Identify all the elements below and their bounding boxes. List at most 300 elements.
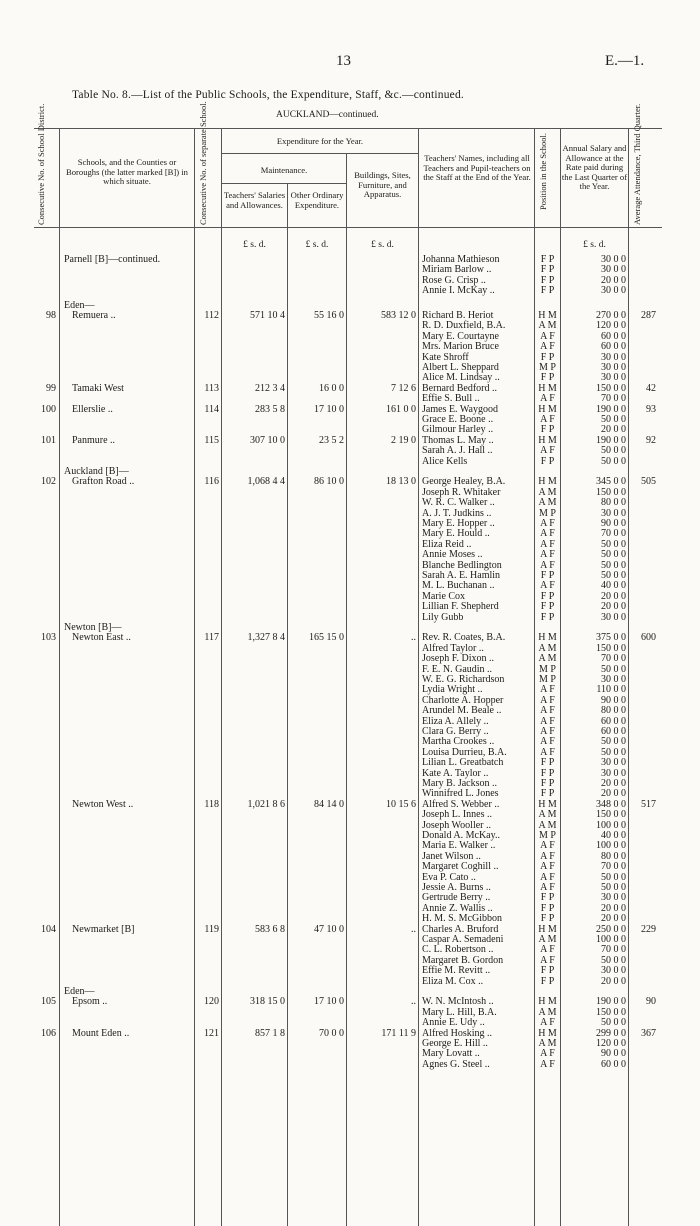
cell-oth: 165 15 0 <box>309 632 344 644</box>
cell-pos: M P <box>539 830 556 841</box>
cell-oth: 17 10 0 <box>314 996 344 1008</box>
cell-ann: 30 0 0 <box>601 351 626 363</box>
col-rule <box>287 183 288 1226</box>
table-title: Table No. 8.—List of the Public Schools, the Expenditure, Staff, &c.—continued. <box>72 89 464 101</box>
cell-ann: 100 0 0 <box>596 840 626 852</box>
cell-name: Sarah A. E. Hamlin <box>422 570 501 581</box>
cell-ann: 30 0 0 <box>601 362 626 373</box>
cell-name: Rev. R. Coates, B.A. <box>422 632 506 644</box>
cell-name: Annie Moses .. <box>422 549 483 561</box>
cell-ann: 30 0 0 <box>601 254 626 265</box>
cell-ann: 50 0 0 <box>601 954 626 966</box>
cell-bld: 7 12 6 <box>391 382 416 394</box>
cell-pos: A F <box>540 445 555 457</box>
cell-pos: H M <box>538 1027 557 1039</box>
cell-sal: 307 10 0 <box>250 434 285 446</box>
cell-name: Lily Gubb <box>422 611 464 623</box>
header-schools: Schools, and the Counties or Boroughs (the latter marked [B]) in which situate. <box>66 157 188 187</box>
header-school-no: Consecutive No. of separate School. <box>198 101 208 225</box>
unit-other: £ s. d. <box>305 240 329 250</box>
cell-ann: 60 0 0 <box>601 341 626 353</box>
cell-ann: 70 0 0 <box>601 944 626 956</box>
cell-school: Epsom .. <box>72 996 108 1008</box>
cell-pos: M P <box>539 507 556 519</box>
cell-ann: 70 0 0 <box>601 528 626 540</box>
cell-school: Eden— <box>64 986 95 997</box>
cell-name: Charles A. Bruford <box>422 923 499 935</box>
cell-name: H. M. S. McGibbon <box>422 913 503 925</box>
cell-name: Alfred Taylor .. <box>422 642 484 654</box>
cell-ann: 30 0 0 <box>601 611 626 623</box>
cell-pos: F P <box>540 372 555 384</box>
cell-pos: F P <box>540 455 555 467</box>
cell-ann: 299 0 0 <box>596 1027 626 1039</box>
cell-district: 99 <box>46 382 56 394</box>
cell-name: Arundel M. Beale .. <box>422 705 502 717</box>
cell-sal: 1,327 8 4 <box>247 632 285 644</box>
expenditure-rule <box>221 153 418 154</box>
cell-pos: H M <box>538 403 557 415</box>
col-rule <box>418 128 419 1226</box>
cell-name: Joseph L. Innes .. <box>422 809 492 821</box>
cell-oth: 23 5 2 <box>319 434 344 446</box>
cell-bld: .. <box>411 632 416 644</box>
cell-name: R. D. Duxfield, B.A. <box>422 320 506 332</box>
cell-name: Miriam Barlow .. <box>422 264 492 276</box>
cell-ann: 150 0 0 <box>596 486 626 498</box>
cell-ann: 50 0 0 <box>601 559 626 571</box>
cell-name: Eva P. Cato .. <box>422 871 476 883</box>
cell-name: Donald A. McKay.. <box>422 830 500 841</box>
cell-pos: A F <box>540 559 555 571</box>
cell-pos: H M <box>538 382 557 394</box>
cell-pos: M P <box>539 362 556 373</box>
cell-pos: A M <box>538 486 557 498</box>
cell-sno: 113 <box>204 382 219 394</box>
cell-ann: 345 0 0 <box>596 476 626 488</box>
cell-school: Newton East .. <box>72 632 131 644</box>
cell-name: Sarah A. J. Hall .. <box>422 445 493 457</box>
cell-name: Eliza Reid .. <box>422 538 472 550</box>
cell-school: Grafton Road .. <box>72 476 135 488</box>
cell-pos: A F <box>540 840 555 852</box>
cell-sal: 857 1 8 <box>255 1027 285 1039</box>
cell-pos: F P <box>540 424 555 436</box>
cell-oth: 84 14 0 <box>314 798 344 810</box>
cell-school: Mount Eden .. <box>72 1027 130 1039</box>
cell-name: W. E. G. Richardson <box>422 674 505 685</box>
cell-ann: 50 0 0 <box>601 445 626 457</box>
cell-name: Alfred S. Webber .. <box>422 798 500 810</box>
cell-school: Tamaki West <box>72 382 124 394</box>
cell-school: Parnell [B]—continued. <box>64 254 161 265</box>
cell-ann: 80 0 0 <box>601 705 626 717</box>
cell-oth: 86 10 0 <box>314 476 344 488</box>
cell-pos: A F <box>540 1017 555 1029</box>
cell-name: Jessie A. Burns .. <box>422 882 491 893</box>
cell-pos: H M <box>538 798 557 810</box>
cell-district: 100 <box>41 403 56 415</box>
cell-name: Caspar A. Semadeni <box>422 934 504 945</box>
cell-pos: F P <box>540 254 555 265</box>
cell-pos: A F <box>540 1048 555 1060</box>
cell-name: Richard B. Heriot <box>422 310 494 321</box>
cell-name: F. E. N. Gaudin .. <box>422 663 493 675</box>
cell-ann: 60 0 0 <box>601 715 626 727</box>
cell-district: 101 <box>41 434 56 446</box>
cell-pos: A F <box>540 518 555 529</box>
cell-name: Mary E. Hopper .. <box>422 518 495 529</box>
cell-pos: H M <box>538 996 557 1008</box>
cell-sno: 114 <box>204 403 219 415</box>
cell-pos: A F <box>540 850 555 862</box>
cell-name: W. N. McIntosh .. <box>422 996 494 1008</box>
cell-ann: 50 0 0 <box>601 549 626 561</box>
cell-pos: F P <box>540 902 555 914</box>
header-maintenance: Maintenance. <box>260 165 308 175</box>
cell-ann: 20 0 0 <box>601 788 626 800</box>
cell-name: Mrs. Marion Bruce <box>422 341 499 353</box>
cell-name: Blanche Bedlington <box>422 559 502 571</box>
cell-name: Alice Kells <box>422 455 468 467</box>
cell-district: 106 <box>41 1027 56 1039</box>
cell-pos: F P <box>540 965 555 977</box>
cell-pos: F P <box>540 778 555 789</box>
cell-name: Mary Lovatt .. <box>422 1048 480 1060</box>
cell-district: 98 <box>46 310 56 321</box>
cell-name: A. J. T. Judkins .. <box>422 507 492 519</box>
cell-name: Joseph R. Whitaker <box>422 486 501 498</box>
cell-name: Charlotte A. Hopper <box>422 694 504 706</box>
cell-ann: 30 0 0 <box>601 757 626 769</box>
cell-name: Effie M. Revitt .. <box>422 965 491 977</box>
cell-school: Newton [B]— <box>64 622 122 633</box>
cell-pos: F P <box>540 351 555 363</box>
cell-sno: 112 <box>204 310 219 321</box>
page-number: 13 <box>336 53 351 69</box>
cell-sno: 115 <box>204 434 219 446</box>
cell-district: 105 <box>41 996 56 1008</box>
cell-pos: A F <box>540 736 555 748</box>
cell-ann: 30 0 0 <box>601 507 626 519</box>
cell-ann: 70 0 0 <box>601 861 626 873</box>
cell-school: Newton West .. <box>72 798 134 810</box>
cell-sal: 1,068 4 4 <box>247 476 285 488</box>
cell-district: 102 <box>41 476 56 488</box>
cell-name: Louisa Durrieu, B.A. <box>422 746 507 758</box>
cell-ann: 50 0 0 <box>601 871 626 883</box>
cell-name: Alice M. Lindsay .. <box>422 372 500 384</box>
cell-ann: 20 0 0 <box>601 975 626 987</box>
cell-att: 517 <box>641 798 656 810</box>
cell-name: Kate Shroff <box>422 351 469 363</box>
cell-pos: F P <box>540 611 555 623</box>
cell-name: Lillian F. Shepherd <box>422 601 499 613</box>
cell-name: James E. Waygood <box>422 403 498 415</box>
cell-name: Alfred Hosking .. <box>422 1027 492 1039</box>
cell-att: 93 <box>646 403 656 415</box>
cell-att: 42 <box>646 382 656 394</box>
cell-ann: 190 0 0 <box>596 403 626 415</box>
cell-ann: 30 0 0 <box>601 264 626 276</box>
cell-bld: 18 13 0 <box>386 476 416 488</box>
cell-att: 92 <box>646 434 656 446</box>
cell-ann: 90 0 0 <box>601 518 626 529</box>
cell-name: Maria E. Walker .. <box>422 840 496 852</box>
cell-pos: F P <box>540 570 555 581</box>
cell-pos: A M <box>538 809 557 821</box>
header-attendance: Average Attendance, Third Quarter. <box>632 103 642 225</box>
cell-ann: 40 0 0 <box>601 580 626 592</box>
col-rule <box>221 128 222 1226</box>
cell-school: Eden— <box>64 299 95 311</box>
maintenance-rule <box>221 183 346 184</box>
cell-bld: 161 0 0 <box>386 403 416 415</box>
cell-ann: 70 0 0 <box>601 653 626 665</box>
cell-pos: H M <box>538 434 557 446</box>
cell-ann: 90 0 0 <box>601 1048 626 1060</box>
cell-ann: 70 0 0 <box>601 393 626 405</box>
cell-name: Joseph F. Dixon .. <box>422 653 494 665</box>
cell-pos: F P <box>540 788 555 800</box>
cell-sal: 1,021 8 6 <box>247 798 285 810</box>
cell-name: Agnes G. Steel .. <box>422 1058 490 1070</box>
cell-sno: 119 <box>204 923 219 935</box>
cell-name: Mary E. Hould .. <box>422 528 490 540</box>
cell-pos: A F <box>540 538 555 550</box>
cell-ann: 50 0 0 <box>601 414 626 425</box>
header-expenditure: Expenditure for the Year. <box>276 136 364 146</box>
cell-name: Gertrude Berry .. <box>422 892 491 904</box>
cell-ann: 20 0 0 <box>601 590 626 602</box>
cell-ann: 348 0 0 <box>596 798 626 810</box>
cell-pos: A F <box>540 528 555 540</box>
cell-pos: A F <box>540 944 555 956</box>
cell-ann: 90 0 0 <box>601 694 626 706</box>
cell-district: 103 <box>41 632 56 644</box>
cell-ann: 110 0 0 <box>596 684 626 696</box>
cell-ann: 190 0 0 <box>596 996 626 1008</box>
cell-ann: 190 0 0 <box>596 434 626 446</box>
cell-oth: 47 10 0 <box>314 923 344 935</box>
cell-ann: 150 0 0 <box>596 382 626 394</box>
cell-ann: 250 0 0 <box>596 923 626 935</box>
cell-pos: H M <box>538 923 557 935</box>
cell-ann: 20 0 0 <box>601 913 626 925</box>
cell-pos: M P <box>539 674 556 685</box>
cell-bld: 583 12 0 <box>381 310 416 321</box>
cell-pos: A F <box>540 393 555 405</box>
cell-ann: 40 0 0 <box>601 830 626 841</box>
cell-pos: A F <box>540 694 555 706</box>
cell-name: Thomas L. May .. <box>422 434 494 446</box>
document-reference: E.—1. <box>605 53 645 69</box>
cell-name: C. L. Robertson .. <box>422 944 494 956</box>
cell-ann: 30 0 0 <box>601 674 626 685</box>
header-bottom-rule <box>34 227 662 228</box>
cell-school: Ellerslie .. <box>72 403 113 415</box>
cell-pos: A F <box>540 549 555 561</box>
cell-name: George E. Hill .. <box>422 1038 488 1049</box>
cell-ann: 150 0 0 <box>596 642 626 654</box>
cell-ann: 50 0 0 <box>601 455 626 467</box>
cell-pos: M P <box>539 663 556 675</box>
cell-att: 90 <box>646 996 656 1008</box>
cell-pos: A F <box>540 705 555 717</box>
cell-oth: 70 0 0 <box>319 1027 344 1039</box>
cell-ann: 50 0 0 <box>601 663 626 675</box>
cell-pos: F P <box>540 892 555 904</box>
col-rule <box>59 128 60 1226</box>
cell-name: Albert L. Sheppard <box>422 362 499 373</box>
header-top-rule <box>34 128 662 129</box>
cell-pos: A M <box>538 497 557 509</box>
cell-ann: 50 0 0 <box>601 570 626 581</box>
cell-pos: A F <box>540 330 555 342</box>
cell-ann: 50 0 0 <box>601 736 626 748</box>
cell-sno: 121 <box>204 1027 219 1039</box>
cell-school: Auckland [B]— <box>64 466 129 477</box>
cell-ann: 80 0 0 <box>601 497 626 509</box>
cell-pos: A F <box>540 861 555 873</box>
cell-att: 505 <box>641 476 656 488</box>
cell-sal: 583 6 8 <box>255 923 285 935</box>
cell-name: W. R. C. Walker .. <box>422 497 495 509</box>
cell-name: Kate A. Taylor .. <box>422 767 489 779</box>
cell-name: Mary B. Jackson .. <box>422 778 497 789</box>
cell-pos: H M <box>538 632 557 644</box>
cell-name: Gilmour Harley .. <box>422 424 494 436</box>
cell-ann: 270 0 0 <box>596 310 626 321</box>
cell-pos: A F <box>540 882 555 893</box>
cell-sno: 120 <box>204 996 219 1008</box>
cell-pos: A F <box>540 1058 555 1070</box>
cell-name: Mary E. Courtayne <box>422 330 499 342</box>
cell-sno: 117 <box>204 632 219 644</box>
cell-att: 287 <box>641 310 656 321</box>
cell-name: Effie S. Bull .. <box>422 393 480 405</box>
cell-att: 600 <box>641 632 656 644</box>
cell-ann: 20 0 0 <box>601 274 626 286</box>
cell-pos: A F <box>540 871 555 883</box>
cell-ann: 120 0 0 <box>596 320 626 332</box>
cell-ann: 80 0 0 <box>601 850 626 862</box>
cell-name: Lilian L. Greatbatch <box>422 757 504 769</box>
cell-school: Remuera .. <box>72 310 116 321</box>
cell-pos: A M <box>538 653 557 665</box>
cell-name: Johanna Mathieson <box>422 254 500 265</box>
cell-pos: A F <box>540 580 555 592</box>
cell-ann: 50 0 0 <box>601 1017 626 1029</box>
cell-name: Eliza M. Cox .. <box>422 975 484 987</box>
cell-pos: F P <box>540 264 555 276</box>
cell-ann: 30 0 0 <box>601 965 626 977</box>
cell-name: Grace E. Boone .. <box>422 414 494 425</box>
header-other-expenditure: Other Ordinary Expenditure. <box>290 190 344 210</box>
cell-pos: H M <box>538 310 557 321</box>
col-rule <box>194 128 195 1226</box>
cell-oth: 17 10 0 <box>314 403 344 415</box>
cell-name: Mary L. Hill, B.A. <box>422 1006 497 1018</box>
cell-name: Martha Crookes .. <box>422 736 495 748</box>
cell-ann: 100 0 0 <box>596 819 626 831</box>
cell-pos: A F <box>540 726 555 737</box>
cell-pos: A F <box>540 684 555 696</box>
cell-name: George Healey, B.A. <box>422 476 506 488</box>
cell-bld: 171 11 9 <box>381 1027 416 1039</box>
cell-bld: 2 19 0 <box>391 434 416 446</box>
cell-name: Joseph Wooller .. <box>422 819 492 831</box>
cell-bld: 10 15 6 <box>386 798 416 810</box>
cell-ann: 375 0 0 <box>596 632 626 644</box>
cell-name: Lydia Wright .. <box>422 684 483 696</box>
cell-name: Eliza A. Allely .. <box>422 715 489 727</box>
cell-bld: .. <box>411 996 416 1008</box>
cell-name: Winnifred L. Jones <box>422 788 499 800</box>
cell-ann: 150 0 0 <box>596 809 626 821</box>
header-buildings: Buildings, Sites, Furniture, and Apparatus. <box>354 170 411 200</box>
cell-oth: 16 0 0 <box>319 382 344 394</box>
cell-name: Annie I. McKay .. <box>422 285 495 297</box>
cell-oth: 55 16 0 <box>314 310 344 321</box>
cell-pos: A F <box>540 954 555 966</box>
cell-pos: A F <box>540 414 555 425</box>
cell-pos: F P <box>540 590 555 602</box>
header-teachers-salaries: Teachers' Salaries and Allowances. <box>223 190 286 210</box>
cell-ann: 120 0 0 <box>596 1038 626 1049</box>
cell-name: Janet Wilson .. <box>422 850 481 862</box>
col-rule <box>628 128 629 1226</box>
unit-annual: £ s. d. <box>583 240 606 250</box>
cell-att: 367 <box>641 1027 656 1039</box>
cell-name: Bernard Bedford .. <box>422 382 497 394</box>
cell-ann: 30 0 0 <box>601 372 626 384</box>
cell-name: Margaret B. Gordon <box>422 954 504 966</box>
cell-school: Panmure .. <box>72 434 116 446</box>
cell-bld: .. <box>411 923 416 935</box>
cell-att: 229 <box>641 923 656 935</box>
unit-buildings: £ s. d. <box>371 240 394 250</box>
cell-pos: A M <box>538 819 557 831</box>
cell-ann: 20 0 0 <box>601 424 626 436</box>
cell-pos: A F <box>540 746 555 758</box>
header-teachers-names: Teachers' Names, including all Teachers and Pupil-teachers on the Staff at the End of the Year. <box>423 153 531 183</box>
cell-ann: 60 0 0 <box>601 330 626 342</box>
cell-sno: 118 <box>204 798 219 810</box>
cell-sal: 283 5 8 <box>255 403 285 415</box>
cell-sno: 116 <box>204 476 219 488</box>
header-district-no: Consecutive No. of School District. <box>36 103 46 225</box>
cell-pos: A M <box>538 320 557 332</box>
cell-pos: F P <box>540 757 555 769</box>
cell-name: M. L. Buchanan .. <box>422 580 495 592</box>
header-position: Position in the School. <box>538 133 548 210</box>
cell-pos: A F <box>540 715 555 727</box>
cell-ann: 100 0 0 <box>596 934 626 945</box>
cell-name: Clara G. Berry .. <box>422 726 489 737</box>
cell-school: Newmarket [B] <box>72 923 135 935</box>
cell-name: Marie Cox <box>422 590 466 602</box>
cell-ann: 50 0 0 <box>601 882 626 893</box>
cell-pos: A M <box>538 934 557 945</box>
unit-salaries: £ s. d. <box>243 240 266 250</box>
cell-pos: F P <box>540 274 555 286</box>
cell-pos: F P <box>540 601 555 613</box>
cell-ann: 60 0 0 <box>601 1058 626 1070</box>
cell-pos: H M <box>538 476 557 488</box>
cell-sal: 212 3 4 <box>255 382 285 394</box>
cell-ann: 60 0 0 <box>601 726 626 737</box>
